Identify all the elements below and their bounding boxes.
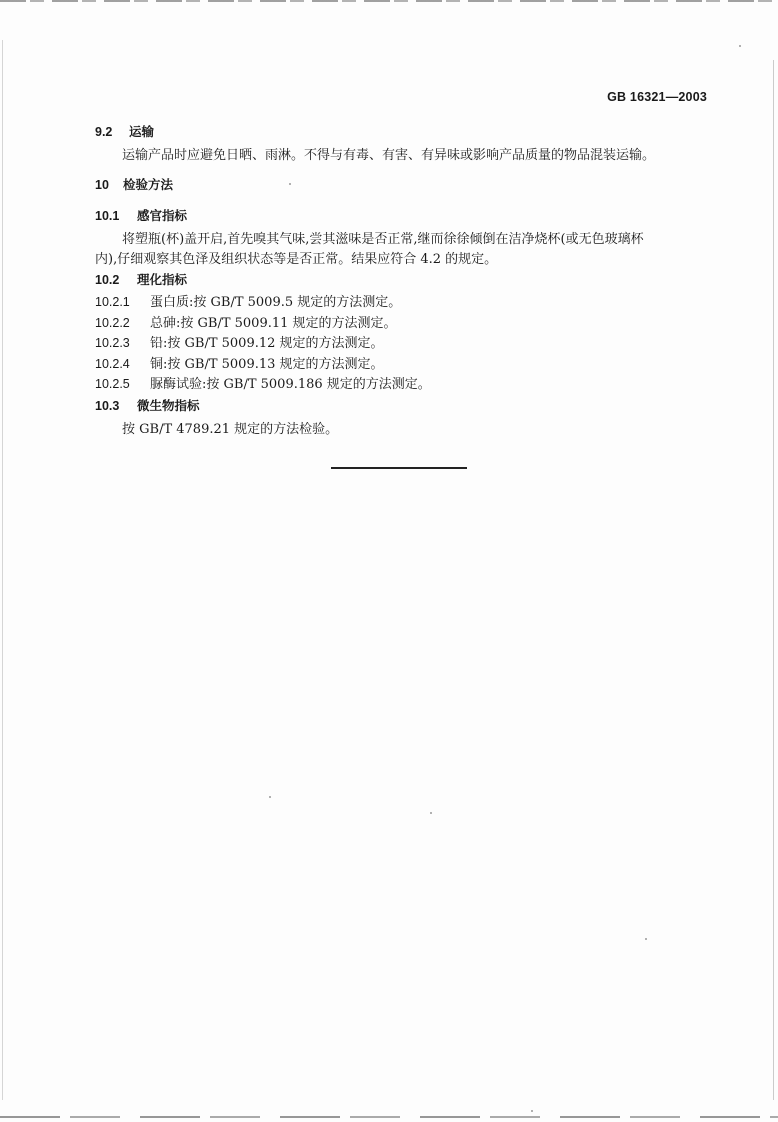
section-title: 检验方法 (123, 177, 174, 192)
scan-edge-right (773, 60, 774, 1100)
list-item (95, 375, 431, 394)
item-text: 铅:按 GB/T 5009.12 规定的方法测定。 (150, 336, 384, 351)
list-item (95, 334, 384, 353)
item-number: 10.2.5 (95, 377, 130, 391)
section-title: 理化指标 (137, 272, 188, 287)
scan-edge-bottom (0, 1116, 778, 1118)
item-text: 蛋白质:按 GB/T 5009.5 规定的方法测定。 (150, 295, 402, 310)
item-number: 10.2.3 (95, 336, 130, 350)
scan-speck (739, 45, 741, 47)
scan-speck (645, 938, 647, 940)
sensory-paragraph-line-2: 内),仔细观察其色泽及组织状态等是否正常。结果应符合 4.2 的规定。 (95, 252, 498, 267)
section-heading-10-1 (95, 207, 187, 225)
section-heading-10-2 (95, 271, 187, 289)
section-number: 9.2 (95, 125, 113, 139)
standard-code: GB 16321—2003 (607, 90, 707, 104)
end-rule (331, 467, 467, 469)
item-text: 脲酶试验:按 GB/T 5009.186 规定的方法测定。 (150, 377, 431, 392)
scan-speck (531, 1110, 533, 1112)
microbe-paragraph: 按 GB/T 4789.21 规定的方法检验。 (122, 422, 339, 437)
section-title: 微生物指标 (137, 398, 200, 413)
section-title: 运输 (129, 124, 155, 139)
scan-speck (430, 812, 432, 814)
list-item (95, 314, 397, 333)
scan-speck (289, 183, 291, 185)
section-number: 10.2 (95, 273, 120, 287)
section-number: 10 (95, 178, 109, 192)
sensory-paragraph-line-1: 将塑瓶(杯)盖开启,首先嗅其气味,尝其滋味是否正常,继而徐徐倾倒在洁净烧杯(或无色玻璃杯 (122, 232, 644, 247)
section-title: 感官指标 (137, 208, 188, 223)
item-text: 铜:按 GB/T 5009.13 规定的方法测定。 (150, 357, 384, 372)
transport-paragraph: 运输产品时应避免日晒、雨淋。不得与有毒、有害、有异味或影响产品质量的物品混装运输。 (122, 148, 656, 163)
section-number: 10.3 (95, 399, 120, 413)
item-text: 总砷:按 GB/T 5009.11 规定的方法测定。 (150, 316, 397, 331)
item-number: 10.2.4 (95, 357, 130, 371)
scan-edge-top (0, 0, 778, 2)
section-heading-9-2 (95, 123, 154, 141)
item-number: 10.2.2 (95, 316, 130, 330)
scan-edge-left (2, 40, 3, 1100)
section-heading-10-3 (95, 397, 200, 415)
list-item (95, 293, 401, 312)
item-number: 10.2.1 (95, 295, 130, 309)
list-item (95, 355, 384, 374)
section-heading-10 (95, 176, 173, 194)
scan-speck (269, 796, 271, 798)
section-number: 10.1 (95, 209, 120, 223)
